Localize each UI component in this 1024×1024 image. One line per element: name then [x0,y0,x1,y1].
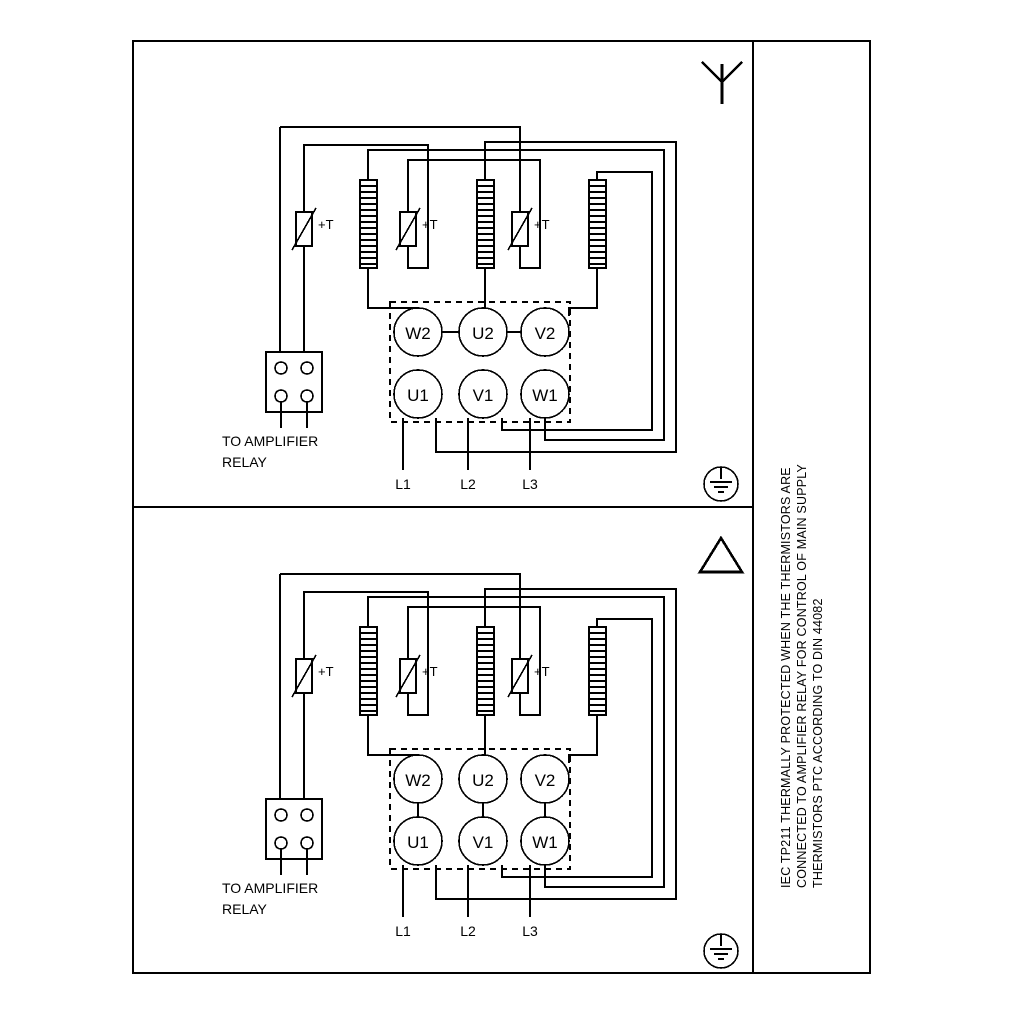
thermistor-label-2: +T [422,664,438,679]
thermistor-label-2: +T [422,217,438,232]
thermistor-1 [292,200,316,258]
winding-1 [360,627,377,715]
panel-delta [266,538,742,968]
thermistor-label-3: +T [534,217,550,232]
terminal-block [266,799,322,875]
thermistor-label-3: +T [534,664,550,679]
note-line-3: THERMISTORS PTC ACCORDING TO DIN 44082 [811,598,825,888]
terminal-label-v1: V1 [472,833,494,852]
earth-ground-icon [704,934,738,968]
thermistor-2 [396,200,420,258]
amplifier-label-line1: TO AMPLIFIER [222,433,319,449]
amplifier-label-line2: RELAY [222,901,267,917]
terminal-label-w2: W2 [405,324,431,343]
thermistor-3 [508,647,532,705]
supply-label-l2: L2 [460,923,476,939]
terminal-label-u2: U2 [472,324,494,343]
terminal-label-w1: W1 [532,833,558,852]
supply-lines [403,865,530,917]
terminal-label-v1: V1 [472,386,494,405]
supply-lines [403,418,530,470]
terminal-label-v2: V2 [534,324,556,343]
thermistor-2 [396,647,420,705]
note-line-1: IEC TP211 THERMALLY PROTECTED WHEN THE THERMISTORS ARE [779,467,793,888]
winding-2 [477,180,494,268]
terminal-label-v2: V2 [534,771,556,790]
winding-3 [589,180,606,268]
supply-label-l3: L3 [522,476,538,492]
terminal-block [266,352,322,428]
terminal-label-u2: U2 [472,771,494,790]
amplifier-label-line2: RELAY [222,454,267,470]
delta-symbol [700,538,742,572]
winding-2 [477,627,494,715]
earth-ground-icon [704,467,738,501]
terminal-label-u1: U1 [407,386,429,405]
thermistor-label-1: +T [318,217,334,232]
winding-3 [589,627,606,715]
delta-bridge [418,803,545,817]
supply-label-l3: L3 [522,923,538,939]
panel-star [266,62,742,501]
terminal-label-u1: U1 [407,833,429,852]
supply-label-l1: L1 [395,923,411,939]
supply-label-l1: L1 [395,476,411,492]
note-line-2: CONNECTED TO AMPLIFIER RELAY FOR CONTROL OF MAIN SUPPLY [795,463,809,888]
terminal-label-w1: W1 [532,386,558,405]
amplifier-label-line1: TO AMPLIFIER [222,880,319,896]
terminal-label-w2: W2 [405,771,431,790]
wye-symbol [702,62,742,104]
winding-1 [360,180,377,268]
thermistor-1 [292,647,316,705]
thermistor-3 [508,200,532,258]
supply-label-l2: L2 [460,476,476,492]
note-block [779,464,825,888]
thermistor-label-1: +T [318,664,334,679]
